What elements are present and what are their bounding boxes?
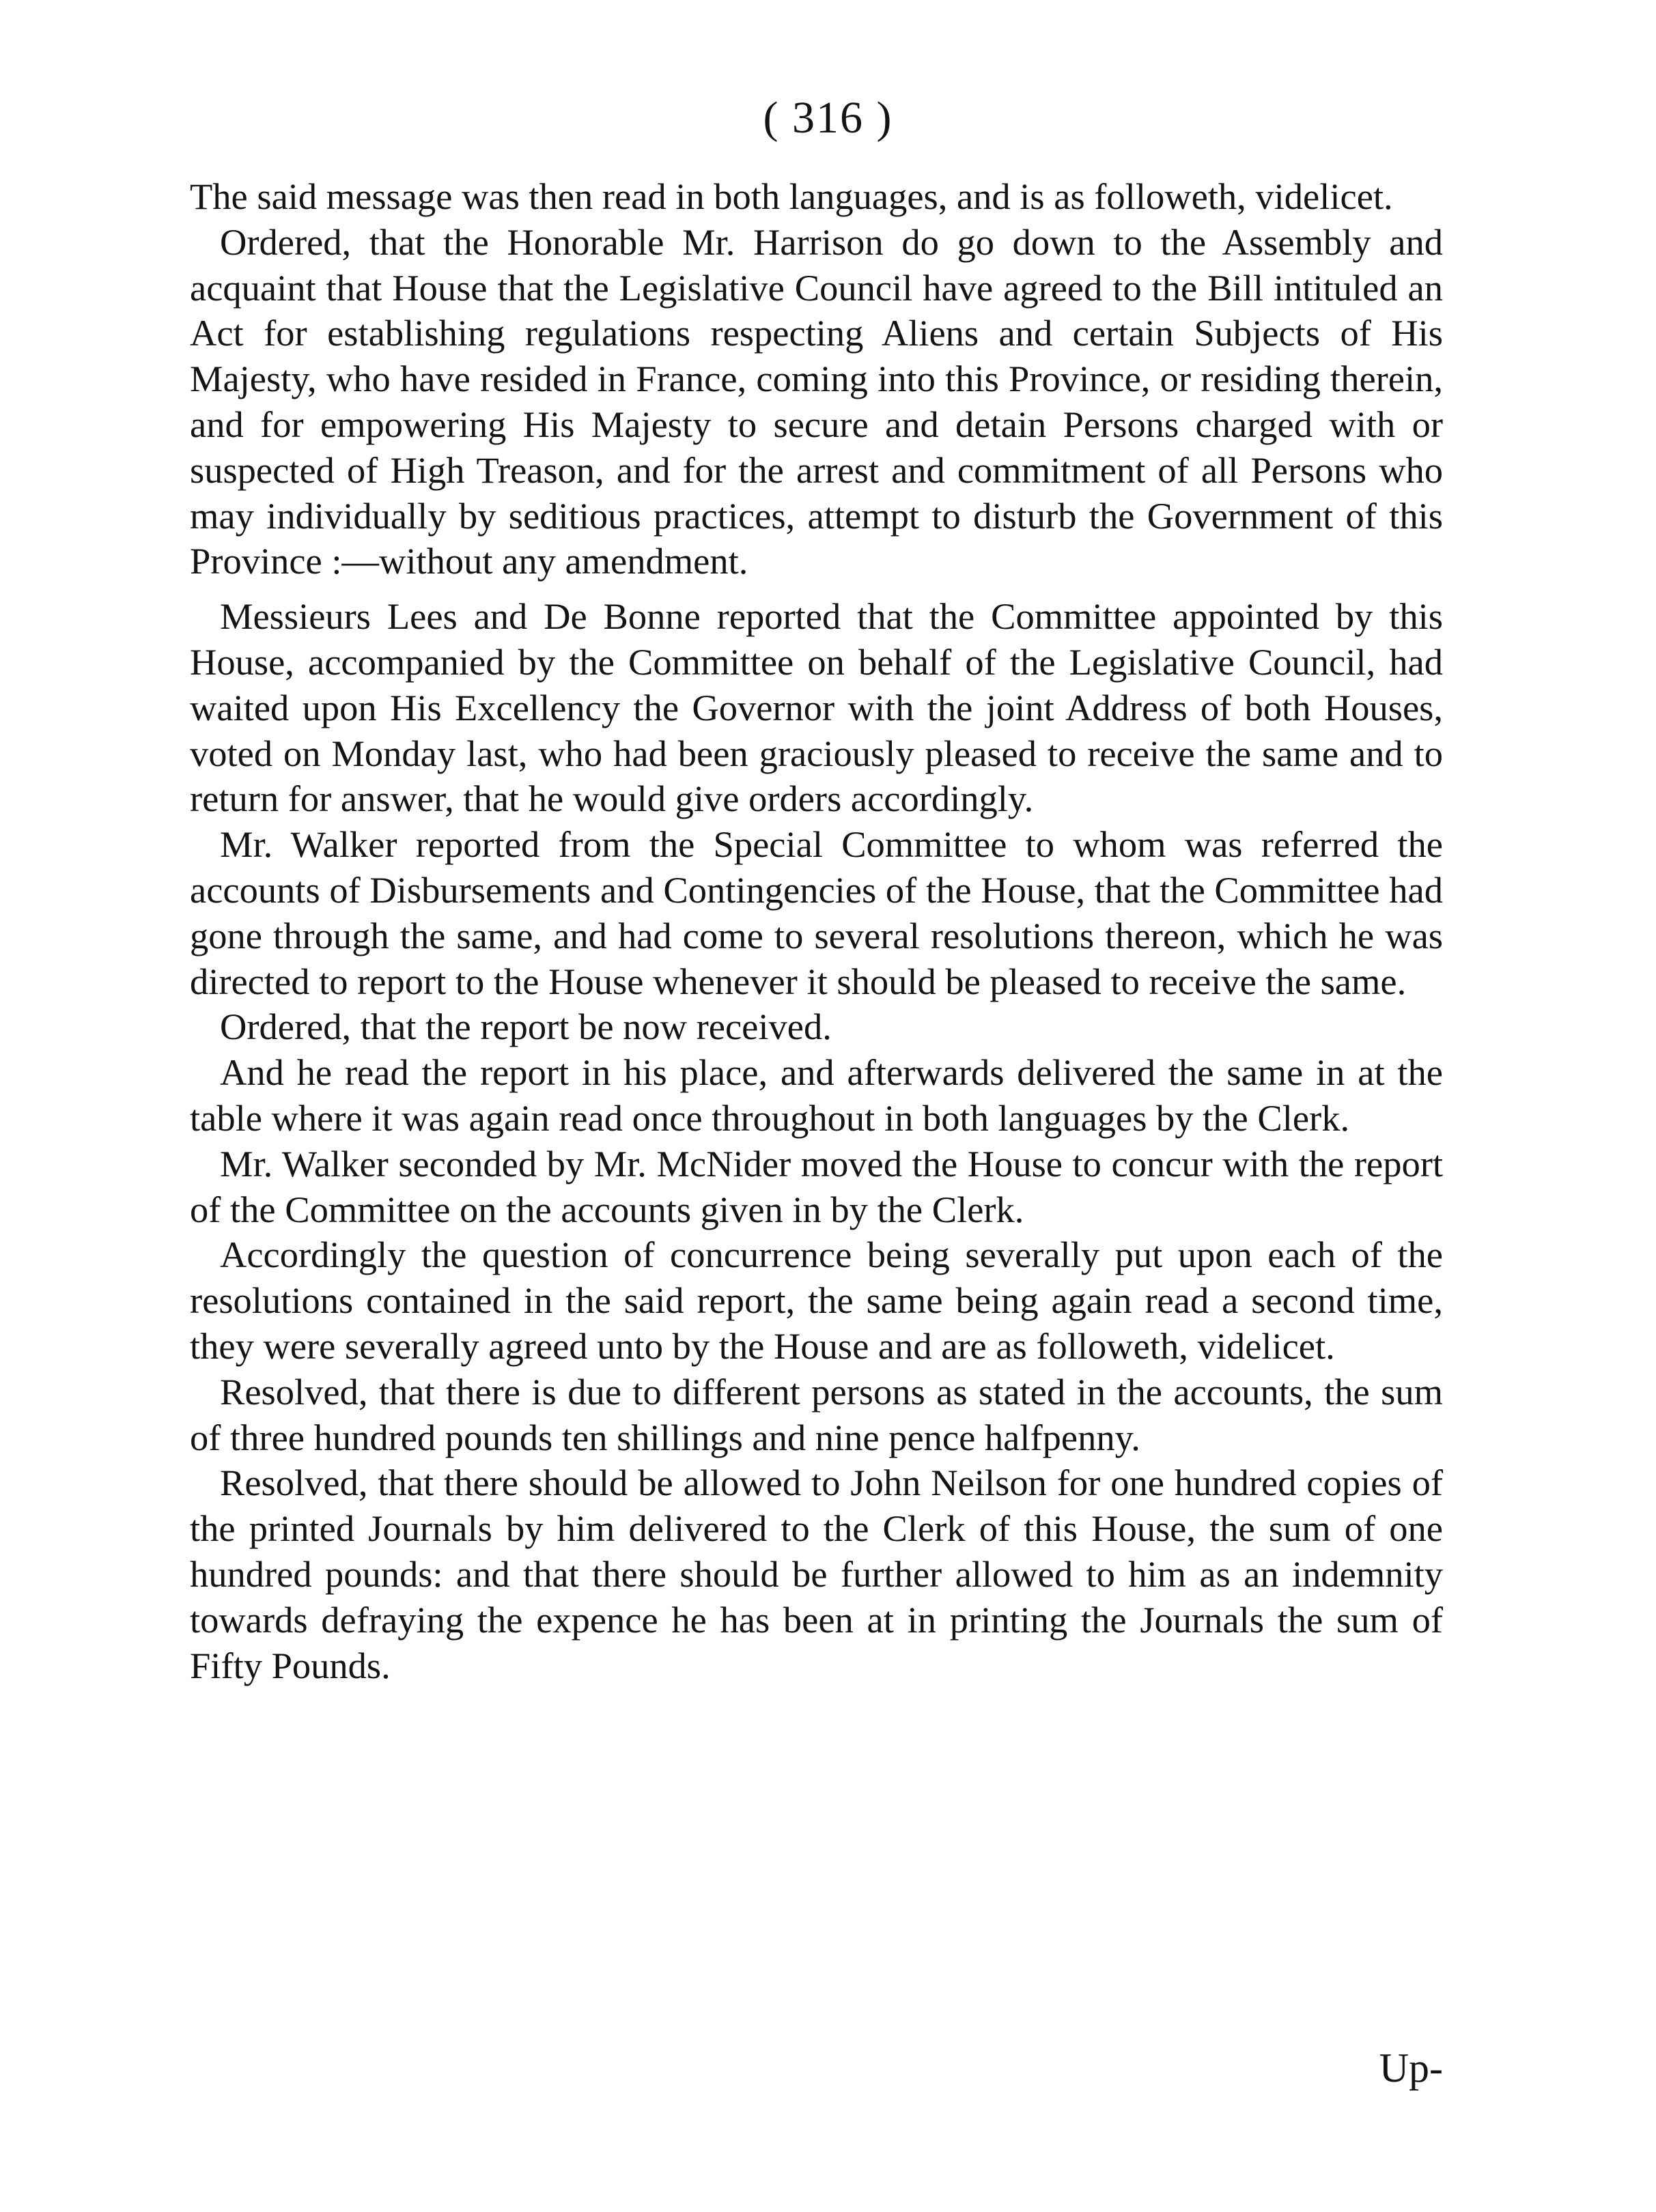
paragraph-resolved-sum-due: Resolved, that there is due to different persons as stated in the accounts, the sum of three hundred pounds ten shillings and nine pence halfpenny. <box>190 1370 1443 1458</box>
paragraph-resolved-neilson: Resolved, that there should be allowed to John Neilson for one hundred copies of the printed Journals by him delivered to the Clerk of this House, the sum of one hundred pounds: and that there should be further allowed to him as an indemnity towards defraying the expence he has been at in printing the Journals the sum of Fifty Pounds. <box>190 1462 1443 1686</box>
paragraph-report-read: And he read the report in his place, and afterwards delivered the same in at the table where it was again read once throughout in both languages by the Clerk. <box>190 1051 1443 1139</box>
paragraph-walker-report: Mr. Walker reported from the Special Committee to whom was referred the accounts of Disbursements and Contingencies of the House, that the Committee had gone through the same, and had come to several resolutions thereon, which he was directed to report to the House whenever it should be pleased to receive the same. <box>190 823 1443 1002</box>
journal-text <box>190 174 1443 1688</box>
paragraph-message-read: The said message was then read in both languages, and is as followeth, videlicet. <box>190 175 1393 217</box>
paragraph-lees-debonne-report: Messieurs Lees and De Bonne reported that the Committee appointed by this House, accompanied by the Committee on behalf of the Legislative Council, had waited upon His Excellency the Governor with the joint Address of both Houses, voted on Monday last, who had been graciously pleased to receive the same and to return for answer, that he would give orders accordingly. <box>190 595 1443 820</box>
paragraph-concurrence: Accordingly the question of concurrence being severally put upon each of the resolutions contained in the said report, the same being again read a second time, they were severally agreed unto by the House and are as followeth, videlicet. <box>190 1234 1443 1367</box>
catchword: Up- <box>1379 2045 1443 2090</box>
page-number: ( 316 ) <box>763 93 893 143</box>
paragraph-ordered-report-received: Ordered, that the report be now received. <box>220 1006 832 1048</box>
paragraph-ordered-harrison: Ordered, that the Honorable Mr. Harrison do go down to the Assembly and acquaint that House that the Legislative Council have agreed to the Bill intituled an Act for establishing regulations respecting Aliens and certain Subjects of His Majesty, who have resided in France, coming into this Province, or residing therein, and for empowering His Majesty to secure and detain Persons charged with or suspected of High Treason, and for the arrest and commitment of all Persons who may individually by seditious practices, attempt to disturb the Government of this Province :—without any amendment. <box>190 221 1443 582</box>
paragraph-walker-motion: Mr. Walker seconded by Mr. McNider moved the House to concur with the report of the Committee on the accounts given in by the Clerk. <box>190 1142 1443 1230</box>
